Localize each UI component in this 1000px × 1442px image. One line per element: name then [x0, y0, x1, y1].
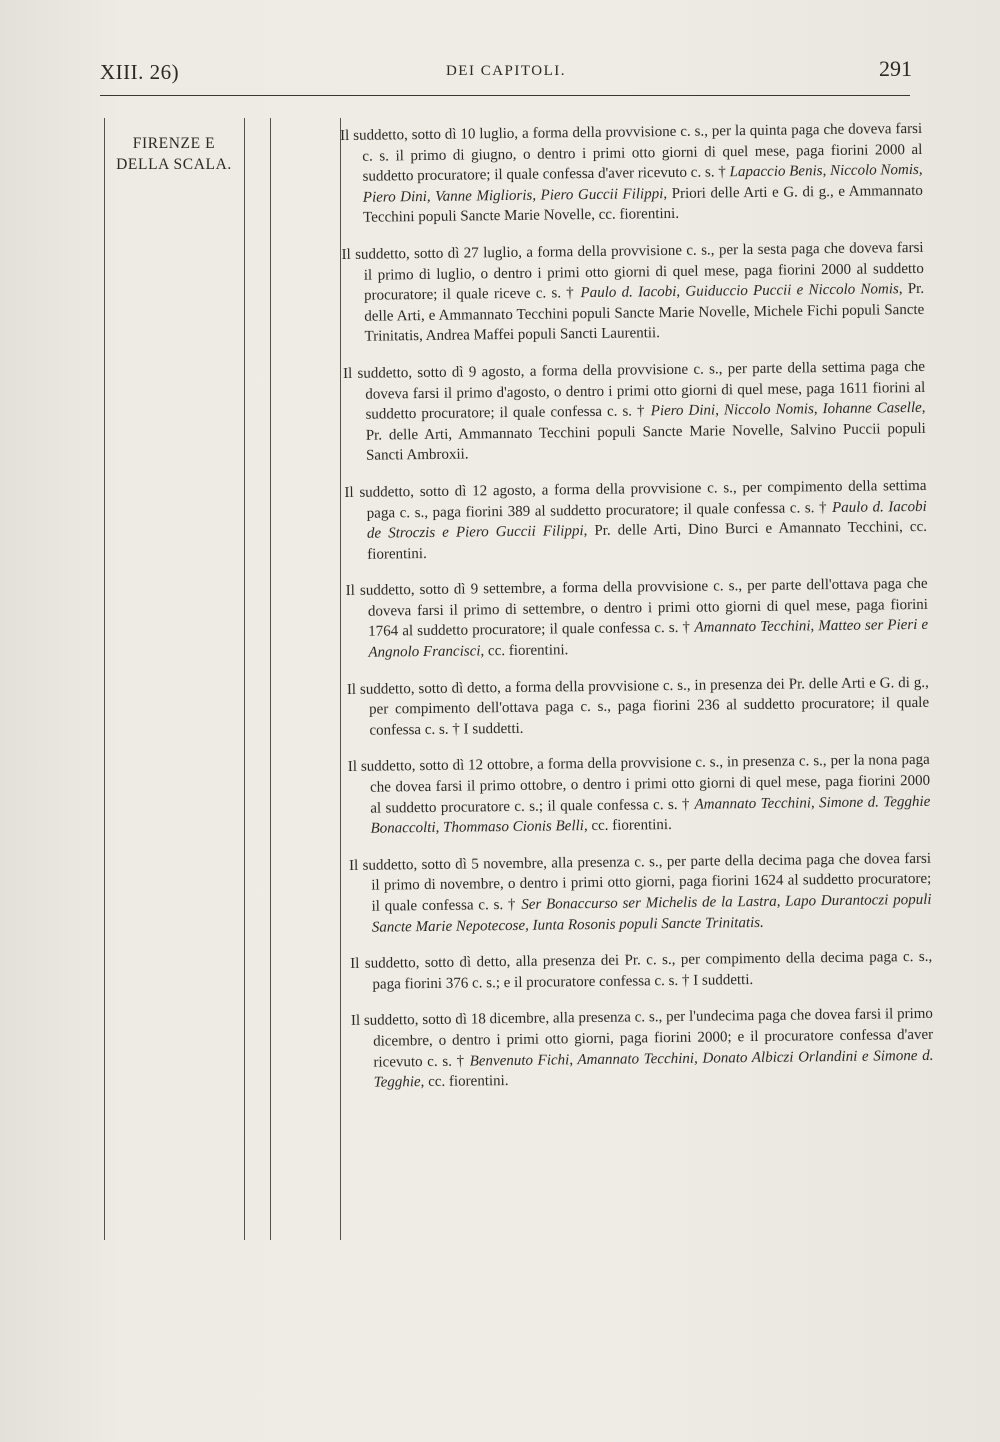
entry-paragraph: Il suddetto, sotto dì 5 novembre, alla presenza c. s., per parte della decima paga che dovea farsi il primo di novembre, o dentro i primi otto giorni, paga fiorini 1624 al suddetto procuratore; il quale confessa c. s. † Ser Bonaccurso ser Michelis de la Lastra, Lapo Durantoczi populi Sancte Marie Nepotecose, Iunta Rosonis populi Sancte Trinitatis. — [348, 850, 932, 936]
header-rule — [100, 95, 910, 96]
entry-paragraph: Il suddetto, sotto dì 9 settembre, a forma della provvisione c. s., per parte dell'ottava paga che doveva farsi il primo di settembre, o dentro i primi otto giorni di quel mese, paga fiorini 1764 al suddetto procuratore; il quale confessa c. s. † Amannato Tecchini, Matteo ser Pieri e Angnolo Francisci, cc. fiorentini. — [345, 576, 929, 661]
entry-paragraph: Il suddetto, sotto dì 18 dicembre, alla presenza c. s., per l'undecima paga che dovea farsi il primo dicembre, o dentro i primi otto giorni, paga fiorini 2000; e il procuratore confessa d'aver ricevuto c. s. † Benvenuto Fichi, Amannato Tecchini, Donato Albiczi Orlandini e Simone d. Tegghie, cc. fiorentini. — [350, 1006, 934, 1091]
entry-paragraph: Il suddetto, sotto dì detto, alla presenza dei Pr. c. s., per compimento della decima paga c. s., paga fiorini 376 c. s.; e il procuratore confessa c. s. † I suddetti. — [350, 949, 933, 993]
text-column-rule — [340, 118, 341, 1240]
marginal-heading-line-2: DELLA SCALA. — [116, 156, 232, 173]
page-header — [100, 56, 912, 90]
running-title: DEI CAPITOLI. — [445, 63, 567, 79]
margin-rule-inner — [244, 118, 245, 1240]
margin-rule-outer — [104, 118, 105, 1240]
entry-paragraph: Il suddetto, sotto dì 27 luglio, a forma della provvisione c. s., per la sesta paga che doveva farsi il primo di luglio, o dentro i primi otto giorni di quel mese, paga fiorini 2000 al suddetto procuratore; il quale riceve c. s. † Paulo d. Iacobi, Guiduccio Puccii e Niccolo Nomis, Pr. delle Arti, e Ammannato Tecchini populi Sancte Marie Novelle, Michele Fichi populi Sancte Trinitatis, Andrea Maffei populi Sancti Laurentii. — [341, 239, 925, 346]
entry-paragraph: Il suddetto, sotto dì 12 agosto, a forma della provvisione c. s., per compimento della settima paga c. s., paga fiorini 389 al suddetto procuratore; il quale confessa c. s. † Paulo d. Iacobi de Stroczis e Piero Guccii Filippi, Pr. delle Arti, Dino Burci e Amannato Tecchini, cc. fiorentini. — [344, 477, 928, 563]
page-number: 291 — [879, 56, 912, 81]
entry-paragraph: Il suddetto, sotto dì 12 ottobre, a forma della provvisione c. s., in presenza c. s., per la nona paga che dovea farsi il primo ottobre, o dentro i primi otto giorni di quel mese, paga fiorini 2000 al suddetto procuratore c. s.; il quale confessa c. s. † Amannato Tecchini, Simone d. Tegghie Bonaccolti, Thommaso Cionis Belli, cc. fiorentini. — [347, 752, 931, 837]
entry-paragraph: Il suddetto, sotto dì detto, a forma della provvisione c. s., in presenza dei Pr. delle Arti e G. di g., per compimento dell'ottava paga c. s., paga fiorini 236 al suddetto procuratore; il quale confessa c. s. † I suddetti. — [346, 674, 930, 739]
entry-paragraph: Il suddetto, sotto dì 9 agosto, a forma della provvisione c. s., per parte della settima paga che doveva farsi il primo d'agosto, o dentro i primi otto giorni di quel mese, paga 1611 fiorini al suddetto procuratore; il quale confessa c. s. † Piero Dini, Niccolo Nomis, Iohanne Caselle, Pr. delle Arti, Ammannato Tecchini populi Sancte Marie Novelle, Salvino Puccii populi Sancti Ambroxii. — [342, 358, 926, 465]
entries-column — [340, 119, 934, 1110]
section-reference: XIII. 26) — [100, 60, 180, 84]
entry-paragraph: Il suddetto, sotto dì 10 luglio, a forma della provvisione c. s., per la quinta paga che doveva farsi c. s. il primo di giugno, o dentro i primi otto giorni di quel mese, paga fiorini 2000 al suddetto procuratore; il quale confessa d'aver ricevuto c. s. † Lapaccio Benis, Niccolo Nomis, Piero Dini, Vanne Miglioris, Piero Guccii Filippi, Priori delle Arti e G. di g., e Ammannato Tecchini populi Sancte Marie Novelle, cc. fiorentini. — [340, 120, 923, 227]
column-rule — [270, 118, 271, 1240]
marginal-heading-line-1: FIRENZE E — [132, 135, 216, 152]
marginal-heading — [104, 133, 244, 175]
